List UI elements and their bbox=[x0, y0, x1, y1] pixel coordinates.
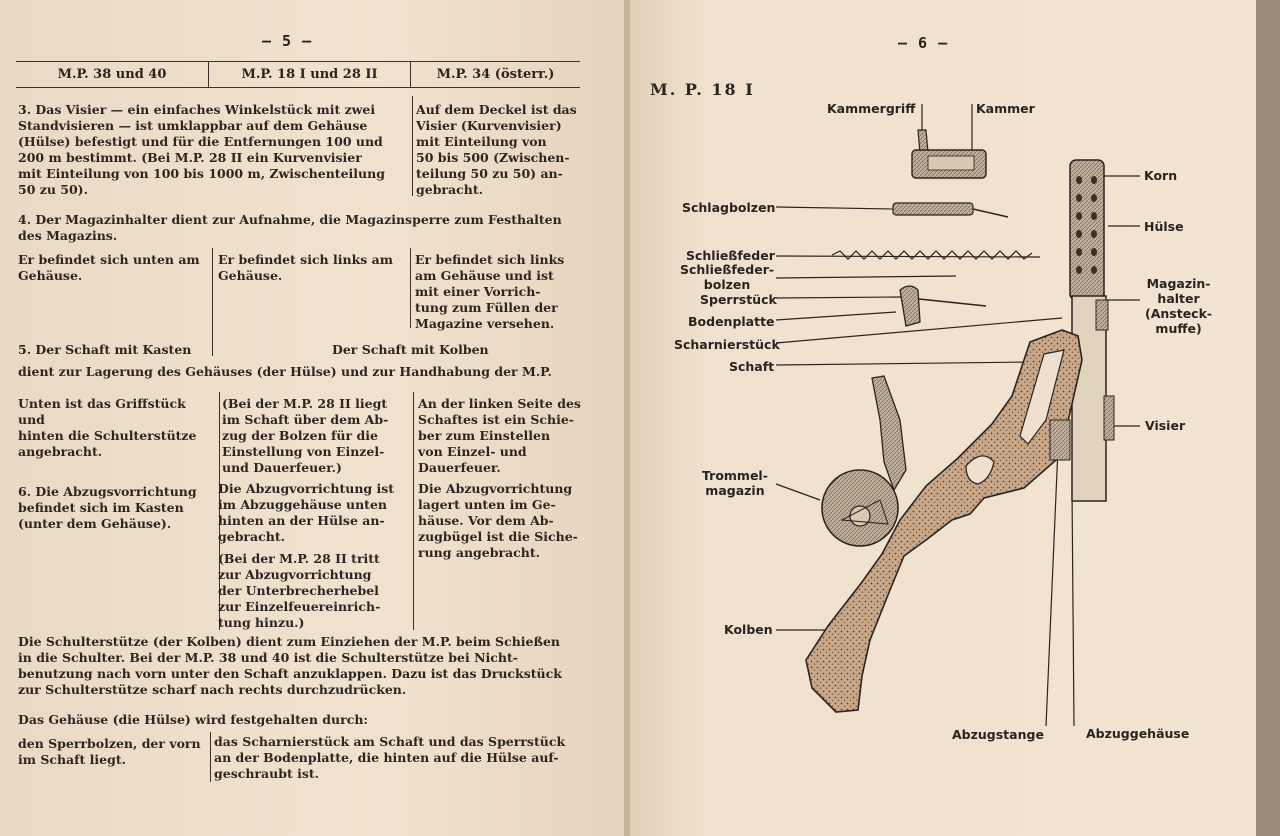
receiver-tube bbox=[1070, 160, 1114, 501]
section-6-mp34: Die Abzugvorrichtung lagert unten im Ge- häuse. Vor dem Ab- zugbügel ist die Siche- rung angebracht. bbox=[418, 481, 578, 560]
label-kolben: Kolben bbox=[724, 622, 773, 637]
shoulder-stock-text: Die Schulterstütze (der Kolben) dient zum Einziehen der M.P. beim Schießen in die Schulter. Bei der M.P. 38 und 40 ist die Schulterstütze bei Nicht- benutzung nach vorn unter den Schaft anzuklappen. Dazu ist das Druckstück zur Schulterstütze scharf nach rechts durchzudrücken. bbox=[18, 634, 562, 697]
firing-pin bbox=[893, 203, 1008, 217]
diagram-title: M. P. 18 I bbox=[650, 80, 755, 99]
label-abzugstange: Abzugstange bbox=[952, 727, 1044, 742]
section-5b-mp38: Unten ist das Griffstück und hinten die Schulterstütze angebracht. bbox=[18, 396, 197, 459]
section-5b-mp34: An der linken Seite des Schaftes ist ein Schie- ber zum Einstellen von Einzel- und Dauerfeuer. bbox=[418, 396, 581, 475]
section-3-text: 3. Das Visier — ein einfaches Winkelstück mit zwei Standvisieren — ist umklappbar auf dem Gehäuse (Hülse) befestigt und für die Entfernungen 100 und 200 m bestimmt. (Bei M.P. 28 II ein Kurvenvisier mit Einteilung von 100 bis 1000 m, Zwischenteilung 50 zu 50). bbox=[18, 102, 385, 197]
page-number: — 6 — bbox=[898, 34, 949, 52]
page-number: — 5 — bbox=[262, 32, 313, 50]
column-divider bbox=[212, 248, 213, 356]
header-col-mp34: M.P. 34 (österr.) bbox=[436, 67, 555, 82]
label-scharnierstueck: Scharnierstück bbox=[674, 337, 780, 352]
label-kammer: Kammer bbox=[976, 101, 1035, 116]
header-rule-bottom bbox=[16, 87, 580, 88]
label-visier: Visier bbox=[1145, 418, 1186, 433]
header-rule-top bbox=[16, 61, 580, 62]
section-5-mp38: 5. Der Schaft mit Kasten bbox=[18, 342, 192, 357]
header-col-mp18: M.P. 18 I und 28 II bbox=[241, 67, 378, 82]
section-3-mp34: Auf dem Deckel ist das Visier (Kurvenvisier) mit Einteilung von 50 bis 500 (Zwischen- teilung 50 zu 50) an- gebracht. bbox=[416, 102, 577, 197]
section-4-mp34: Er befindet sich links am Gehäuse und ist mit einer Vorrich- tung zum Füllen der Magazine versehen. bbox=[415, 252, 565, 331]
bolt-handle-and-bolt bbox=[912, 130, 986, 178]
column-divider bbox=[410, 248, 411, 328]
section-5-mp18: Der Schaft mit Kolben bbox=[332, 342, 489, 357]
label-huelse: Hülse bbox=[1144, 219, 1184, 234]
label-schlagbolzen: Schlagbolzen bbox=[682, 200, 776, 215]
section-6-mp18-note: (Bei der M.P. 28 II tritt zur Abzugvorrichtung der Unterbrecherhebel zur Einzelfeuereinrich- tung hinzu.) bbox=[218, 551, 381, 630]
label-sperrstueck: Sperrstück bbox=[700, 292, 777, 307]
housing-held-mp18: das Scharnierstück am Schaft und das Sperrstück an der Bodenplatte, die hinten auf die Hülse auf- geschraubt ist. bbox=[214, 734, 566, 781]
section-4-text: 4. Der Magazinhalter dient zur Aufnahme, die Magazinsperre zum Festhalten des Magazins. bbox=[18, 212, 562, 243]
drum-magazine bbox=[822, 376, 906, 546]
section-5b-mp18: (Bei der M.P. 28 II liegt im Schaft über dem Ab- zug der Bolzen für die Einstellung von Einzel- und Dauerfeuer.) bbox=[222, 396, 389, 475]
housing-held-text: Das Gehäuse (die Hülse) wird festgehalten durch: bbox=[18, 712, 369, 727]
left-page bbox=[0, 0, 626, 836]
column-divider bbox=[412, 96, 413, 196]
label-schliessfederbolzen: Schließfeder- bolzen bbox=[680, 262, 775, 292]
label-kammergriff: Kammergriff bbox=[827, 101, 916, 116]
section-4-mp38: Er befindet sich unten am Gehäuse. bbox=[18, 252, 200, 283]
page-edge bbox=[1256, 0, 1280, 836]
section-6-mp18: Die Abzugvorrichtung ist im Abzuggehäuse unten hinten an der Hülse an- gebracht. bbox=[218, 481, 395, 544]
label-schliessfeder: Schließfeder bbox=[686, 248, 775, 263]
label-trommelmagazin: Trommel- magazin bbox=[702, 468, 768, 498]
label-abzuggehaeuse: Abzuggehäuse bbox=[1086, 726, 1190, 741]
header-col-mp38: M.P. 38 und 40 bbox=[57, 67, 167, 82]
column-divider bbox=[210, 732, 211, 782]
label-bodenplatte: Bodenplatte bbox=[688, 314, 775, 329]
label-magazinhalter: Magazin- halter (Ansteck- muffe) bbox=[1145, 276, 1213, 336]
section-5-continuation: dient zur Lagerung des Gehäuses (der Hülse) und zur Handhabung der M.P. bbox=[18, 364, 552, 379]
section-6-mp38: 6. Die Abzugsvorrichtung befindet sich im Kasten (unter dem Gehäuse). bbox=[18, 484, 197, 531]
label-korn: Korn bbox=[1144, 168, 1178, 183]
recoil-spring bbox=[832, 251, 1032, 259]
label-schaft: Schaft bbox=[729, 359, 775, 374]
section-4-mp18: Er befindet sich links am Gehäuse. bbox=[218, 252, 393, 283]
housing-held-mp38: den Sperrbolzen, der vorn im Schaft liegt. bbox=[18, 736, 201, 767]
locking-piece-and-butt-plate bbox=[900, 286, 986, 326]
